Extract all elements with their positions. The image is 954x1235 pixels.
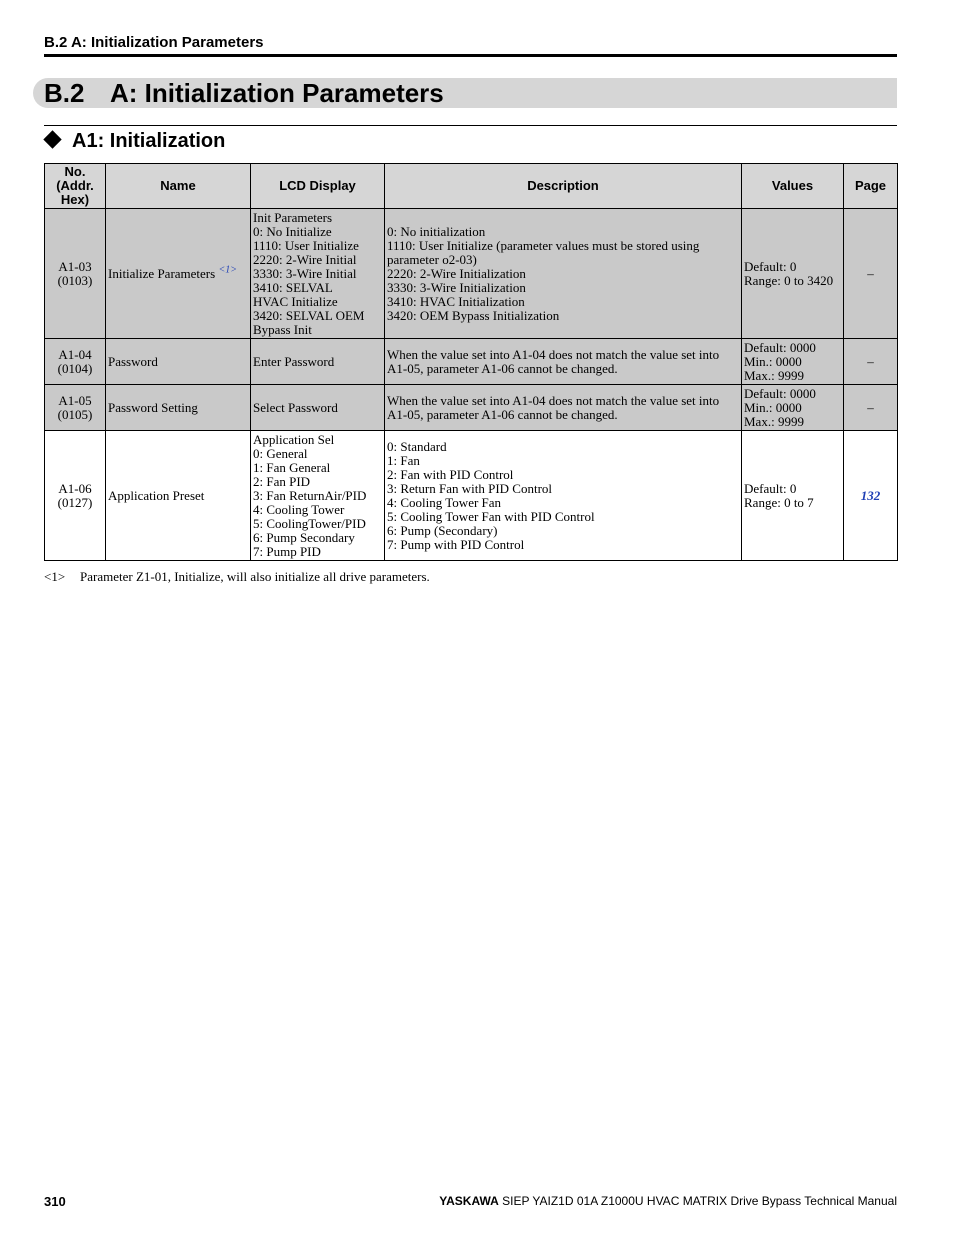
- footer-manual: SIEP YAIZ1D 01A Z1000U HVAC MATRIX Drive Bypass Technical Manual: [502, 1194, 897, 1208]
- param-no: A1-03 (0103): [45, 209, 106, 339]
- param-name: Password Setting: [106, 385, 251, 431]
- table-row: [45, 209, 898, 339]
- parameter-table: [44, 163, 898, 561]
- table-header-row: [45, 164, 898, 209]
- section-number: B.2: [44, 78, 85, 108]
- param-description: 0: No initialization 1110: User Initialize (parameter values must be stored using parameter o2-03) 2220: 2-Wire Initialization 3330: 3-Wire Initialization 3410: HVAC Initialization 3420: OEM Bypass Initialization: [385, 209, 742, 339]
- param-description: 0: Standard 1: Fan 2: Fan with PID Control 3: Return Fan with PID Control 4: Cooling Tower Fan 5: Cooling Tower Fan with PID Control 6: Pump (Secondary) 7: Pump with PID Control: [385, 431, 742, 561]
- footnote-text: Parameter Z1-01, Initialize, will also initialize all drive parameters.: [80, 569, 430, 584]
- param-no: A1-05 (0105): [45, 385, 106, 431]
- param-no: A1-04 (0104): [45, 339, 106, 385]
- param-values: Default: 0000 Min.: 0000 Max.: 9999: [742, 339, 844, 385]
- col-header-lcd: LCD Display: [251, 164, 385, 209]
- running-header: B.2 A: Initialization Parameters: [44, 34, 264, 51]
- header-rule: [44, 54, 897, 57]
- section-rule: [44, 125, 897, 126]
- param-page-cell: [844, 431, 898, 561]
- param-description: When the value set into A1-04 does not match the value set into A1-05, parameter A1-06 cannot be changed.: [385, 339, 742, 385]
- footnote: [44, 569, 430, 584]
- col-header-page: Page: [844, 164, 898, 209]
- table-row: [45, 431, 898, 561]
- footnote-mark: <1>: [44, 569, 66, 584]
- col-header-values: Values: [742, 164, 844, 209]
- footnote-ref-link[interactable]: <1>: [218, 264, 237, 276]
- param-lcd: Enter Password: [251, 339, 385, 385]
- page-link[interactable]: 132: [860, 487, 881, 503]
- diamond-bullet-icon: [43, 130, 61, 148]
- param-name: Password: [106, 339, 251, 385]
- footer-brand: YASKAWA: [439, 1194, 499, 1208]
- col-header-no: No. (Addr. Hex): [45, 164, 106, 209]
- param-values: Default: 0 Range: 0 to 7: [742, 431, 844, 561]
- table-row: [45, 339, 898, 385]
- param-page: –: [844, 385, 898, 431]
- param-lcd: Select Password: [251, 385, 385, 431]
- param-lcd: Init Parameters 0: No Initialize 1110: User Initialize 2220: 2-Wire Initial 3330: 3-Wire Initial 3410: SELVAL HVAC Initialize 3420: SELVAL OEM Bypass Init: [251, 209, 385, 339]
- param-description: When the value set into A1-04 does not match the value set into A1-05, parameter A1-06 cannot be changed.: [385, 385, 742, 431]
- param-name-cell: [106, 209, 251, 339]
- subsection-title: A1: Initialization: [72, 130, 226, 152]
- param-values: Default: 0 Range: 0 to 3420: [742, 209, 844, 339]
- footer-manual-title: [439, 1194, 897, 1208]
- section-title: [44, 77, 444, 109]
- param-page: –: [844, 209, 898, 339]
- param-page: –: [844, 339, 898, 385]
- page-number: 310: [44, 1194, 66, 1209]
- param-no: A1-06 (0127): [45, 431, 106, 561]
- param-values: Default: 0000 Min.: 0000 Max.: 9999: [742, 385, 844, 431]
- section-title-text: A: Initialization Parameters: [110, 78, 444, 108]
- param-name: Application Preset: [106, 431, 251, 561]
- param-lcd: Application Sel 0: General 1: Fan General 2: Fan PID 3: Fan ReturnAir/PID 4: Cooling Tower 5: CoolingTower/PID 6: Pump Secondary 7: Pump PID: [251, 431, 385, 561]
- col-header-name: Name: [106, 164, 251, 209]
- col-header-description: Description: [385, 164, 742, 209]
- subsection-heading: [44, 129, 225, 153]
- param-name: Initialize Parameters: [108, 265, 216, 281]
- table-row: [45, 385, 898, 431]
